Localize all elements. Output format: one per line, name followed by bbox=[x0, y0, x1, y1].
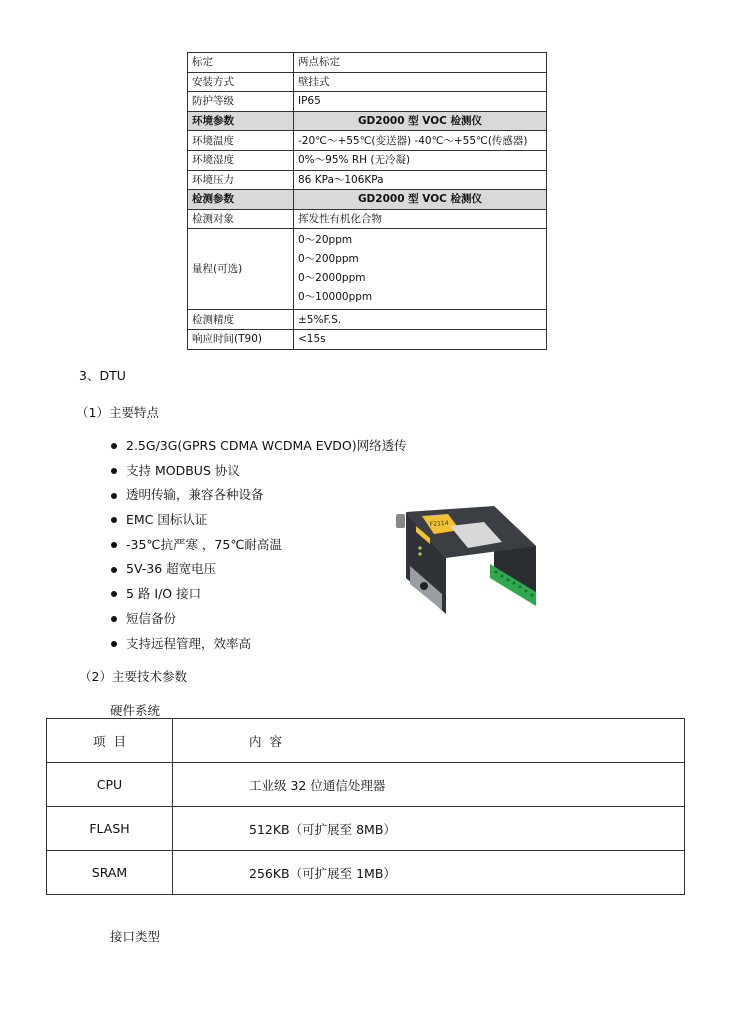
feature-text: 5 路 I/O 接口 bbox=[126, 586, 202, 602]
spec-label: 安装方式 bbox=[188, 72, 294, 92]
list-item bbox=[110, 459, 407, 484]
spec-range-values bbox=[294, 229, 547, 310]
list-item bbox=[110, 582, 407, 607]
spec-label: 环境压力 bbox=[188, 170, 294, 190]
hw-value: 工业级 32 位通信处理器 bbox=[173, 763, 685, 807]
spec-value: 壁挂式 bbox=[294, 72, 547, 92]
list-item bbox=[110, 632, 407, 657]
spec-label: 环境湿度 bbox=[188, 150, 294, 170]
feature-text: 5V-36 超宽电压 bbox=[126, 561, 217, 577]
bullet-icon bbox=[111, 517, 117, 523]
feature-text: -35℃抗严寒 ，75℃耐高温 bbox=[126, 536, 282, 552]
range-option: 0～10000ppm bbox=[298, 291, 373, 304]
spec-section-row bbox=[188, 111, 547, 131]
bullet-icon bbox=[111, 641, 117, 647]
bullet-icon bbox=[111, 468, 117, 474]
dtu-device-image bbox=[386, 486, 546, 624]
spec-section-row bbox=[188, 190, 547, 210]
bullet-icon bbox=[111, 443, 117, 449]
screw-hole-icon bbox=[420, 582, 428, 590]
table-row bbox=[47, 807, 685, 851]
list-item bbox=[110, 557, 407, 582]
spec-row bbox=[188, 170, 547, 190]
table-row bbox=[47, 851, 685, 895]
hw-key: SRAM bbox=[47, 851, 173, 895]
bullet-icon bbox=[111, 591, 117, 597]
spec-row bbox=[188, 53, 547, 73]
section-title: 3、DTU bbox=[79, 368, 126, 383]
spec-row bbox=[188, 209, 547, 229]
feature-text: 短信备份 bbox=[126, 610, 177, 626]
led-icon bbox=[418, 552, 421, 555]
spec-row bbox=[188, 72, 547, 92]
spec-label: 检测精度 bbox=[188, 310, 294, 330]
list-item bbox=[110, 607, 407, 632]
spec-row-range bbox=[188, 229, 547, 310]
spec-label: 响应时间(T90) bbox=[188, 329, 294, 349]
spec-row bbox=[188, 329, 547, 349]
antenna-connector-icon bbox=[396, 514, 405, 528]
list-item bbox=[110, 508, 407, 533]
spec-label: 标定 bbox=[188, 53, 294, 73]
hardware-label: 硬件系统 bbox=[110, 703, 161, 718]
device-label-text: F2114 bbox=[429, 519, 449, 528]
spec-section-label: 环境参数 bbox=[188, 111, 294, 131]
feature-list bbox=[110, 434, 407, 656]
bullet-icon bbox=[111, 616, 117, 622]
features-subheading: （1）主要特点 bbox=[76, 405, 159, 420]
spec-label: 检测对象 bbox=[188, 209, 294, 229]
spec-row bbox=[188, 92, 547, 112]
range-option: 0～200ppm bbox=[298, 253, 359, 266]
list-item bbox=[110, 533, 407, 558]
spec-value: IP65 bbox=[294, 92, 547, 112]
bullet-icon bbox=[111, 542, 117, 548]
spec-label: 环境温度 bbox=[188, 131, 294, 151]
feature-text: 2.5G/3G(GPRS CDMA WCDMA EVDO)网络透传 bbox=[126, 438, 407, 453]
table-row bbox=[47, 763, 685, 807]
spec-value: 0%～95% RH (无冷凝) bbox=[294, 150, 547, 170]
hw-value: 256KB（可扩展至 1MB） bbox=[173, 851, 685, 895]
spec-table bbox=[187, 52, 547, 350]
params-subheading: （2）主要技术参数 bbox=[79, 669, 187, 684]
spec-value: 86 KPa～106KPa bbox=[294, 170, 547, 190]
spec-row bbox=[188, 131, 547, 151]
feature-text: 支持 MODBUS 协议 bbox=[126, 462, 240, 478]
feature-text: EMC 国标认证 bbox=[126, 512, 208, 528]
hw-key: FLASH bbox=[47, 807, 173, 851]
spec-section-value: GD2000 型 VOC 检测仪 bbox=[294, 111, 547, 131]
spec-row bbox=[188, 310, 547, 330]
list-item bbox=[110, 483, 407, 508]
spec-label: 防护等级 bbox=[188, 92, 294, 112]
feature-text: 支持远程管理，效率高 bbox=[126, 635, 252, 651]
table-header-row bbox=[47, 719, 685, 763]
hardware-table bbox=[46, 718, 685, 895]
spec-value: <15s bbox=[294, 329, 547, 349]
list-item bbox=[110, 434, 407, 459]
column-header-content: 内 容 bbox=[173, 719, 685, 763]
spec-value: 两点标定 bbox=[294, 53, 547, 73]
spec-row bbox=[188, 150, 547, 170]
spec-value: 挥发性有机化合物 bbox=[294, 209, 547, 229]
hw-key: CPU bbox=[47, 763, 173, 807]
led-icon bbox=[418, 546, 421, 549]
spec-label: 量程(可选) bbox=[188, 229, 294, 310]
bullet-icon bbox=[111, 567, 117, 573]
hw-value: 512KB（可扩展至 8MB） bbox=[173, 807, 685, 851]
spec-value: -20℃～+55℃(变送器) -40℃～+55℃(传感器) bbox=[294, 131, 547, 151]
spec-section-value: GD2000 型 VOC 检测仪 bbox=[294, 190, 547, 210]
spec-section-label: 检测参数 bbox=[188, 190, 294, 210]
range-option: 0～20ppm bbox=[298, 234, 353, 247]
bullet-icon bbox=[111, 493, 117, 499]
feature-text: 透明传输，兼容各种设备 bbox=[126, 487, 264, 503]
range-option: 0～2000ppm bbox=[298, 272, 366, 285]
column-header-item: 项 目 bbox=[47, 719, 173, 763]
interface-label: 接口类型 bbox=[110, 929, 161, 944]
spec-value: ±5%F.S. bbox=[294, 310, 547, 330]
